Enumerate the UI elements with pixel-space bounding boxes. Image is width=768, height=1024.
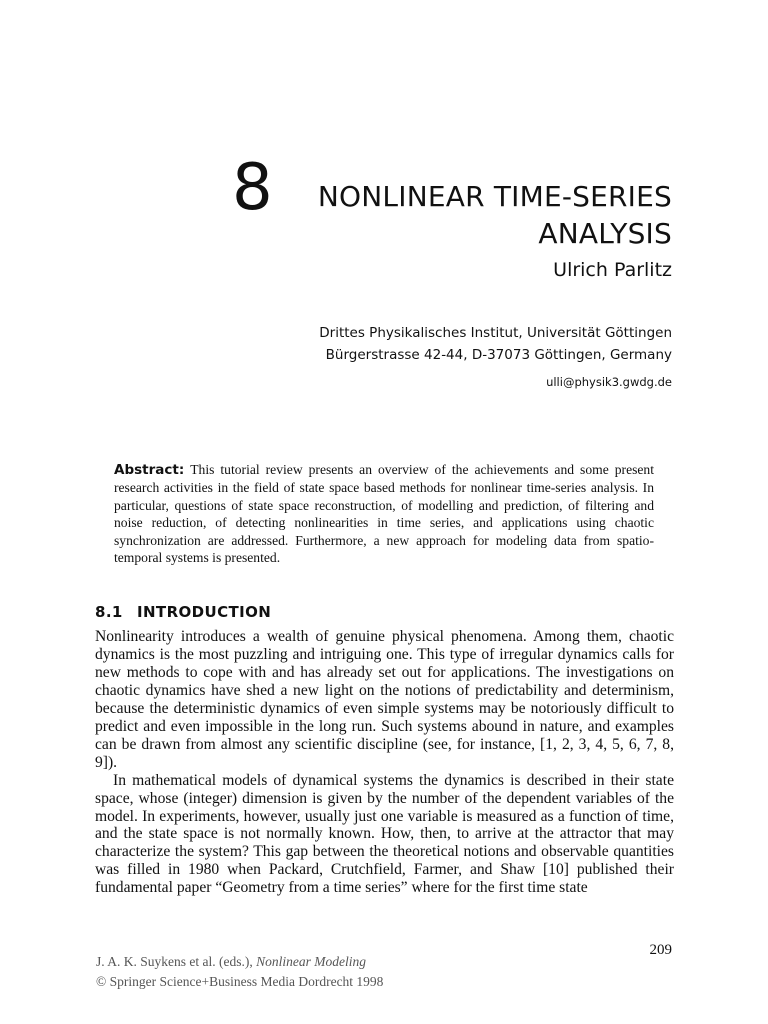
footer-book-title: Nonlinear Modeling	[256, 954, 366, 969]
abstract-text: This tutorial review presents an overview of the achievements and some present research activities in the field of state space based methods for nonlinear time-series analysis. In particular, questions of state space reconstruction, of modelling and prediction, of filtering and noise reduction, of detecting nonlinearities in time series, and applications using chaotic synchronization are addressed. Furthermore, a new approach for modeling data from spatio-temporal systems is presented.	[114, 462, 654, 566]
paragraph: In mathematical models of dynamical systems the dynamics is described in their state space, whose (integer) dimension is given by the number of the dependent variables of the model. In experiments, however, usually just one variable is measured as a function of time, and the state space is not normally known. How, then, to arrive at the attractor that may characterize the system? This gap between the theoretical notions and observable quantities was filled in 1980 when Packard, Crutchfield, Farmer, and Shaw [10] published their fundamental paper “Geometry from a time series” where for the first time state	[95, 771, 674, 897]
section-title: INTRODUCTION	[137, 603, 272, 621]
paragraph: Nonlinearity introduces a wealth of genuine physical phenomena. Among them, chaotic dynamics is the most puzzling and intriguing one. This type of irregular dynamics calls for new methods to cope with and has already set out for applications. The investigations on chaotic dynamics have shed a new light on the notions of predictability and determinism, because the deterministic dynamics of even simple systems may be notoriously difficult to predict and even impossible in the long run. Such systems abound in nature, and examples can be drawn from almost any scientific discipline (see, for instance, [1, 2, 3, 4, 5, 6, 7, 8, 9]).	[95, 628, 674, 771]
author-email[interactable]: ulli@physik3.gwdg.de	[546, 375, 672, 389]
affiliation-block	[319, 322, 672, 392]
chapter-number: 8	[232, 151, 273, 225]
section-number: 8.1	[95, 603, 123, 621]
chapter-title	[252, 178, 672, 252]
abstract-label: Abstract:	[114, 462, 185, 478]
chapter-title-line-1: NONLINEAR TIME-SERIES	[317, 180, 672, 213]
footer	[96, 952, 383, 992]
footer-copyright: © Springer Science+Business Media Dordrecht 1998	[96, 974, 384, 989]
page-number: 209	[649, 942, 672, 958]
affiliation-line-2: Bürgerstrasse 42-44, D-37073 Göttingen, Germany	[325, 347, 672, 363]
chapter-title-line-2: ANALYSIS	[538, 217, 672, 250]
section-heading	[95, 601, 271, 623]
footer-citation	[96, 952, 383, 972]
body-text	[95, 628, 674, 897]
footer-editors: J. A. K. Suykens et al. (eds.),	[96, 954, 253, 969]
abstract	[114, 461, 654, 566]
affiliation-line-1: Drittes Physikalisches Institut, Universität Göttingen	[319, 325, 672, 341]
author-name: Ulrich Parlitz	[553, 259, 672, 281]
